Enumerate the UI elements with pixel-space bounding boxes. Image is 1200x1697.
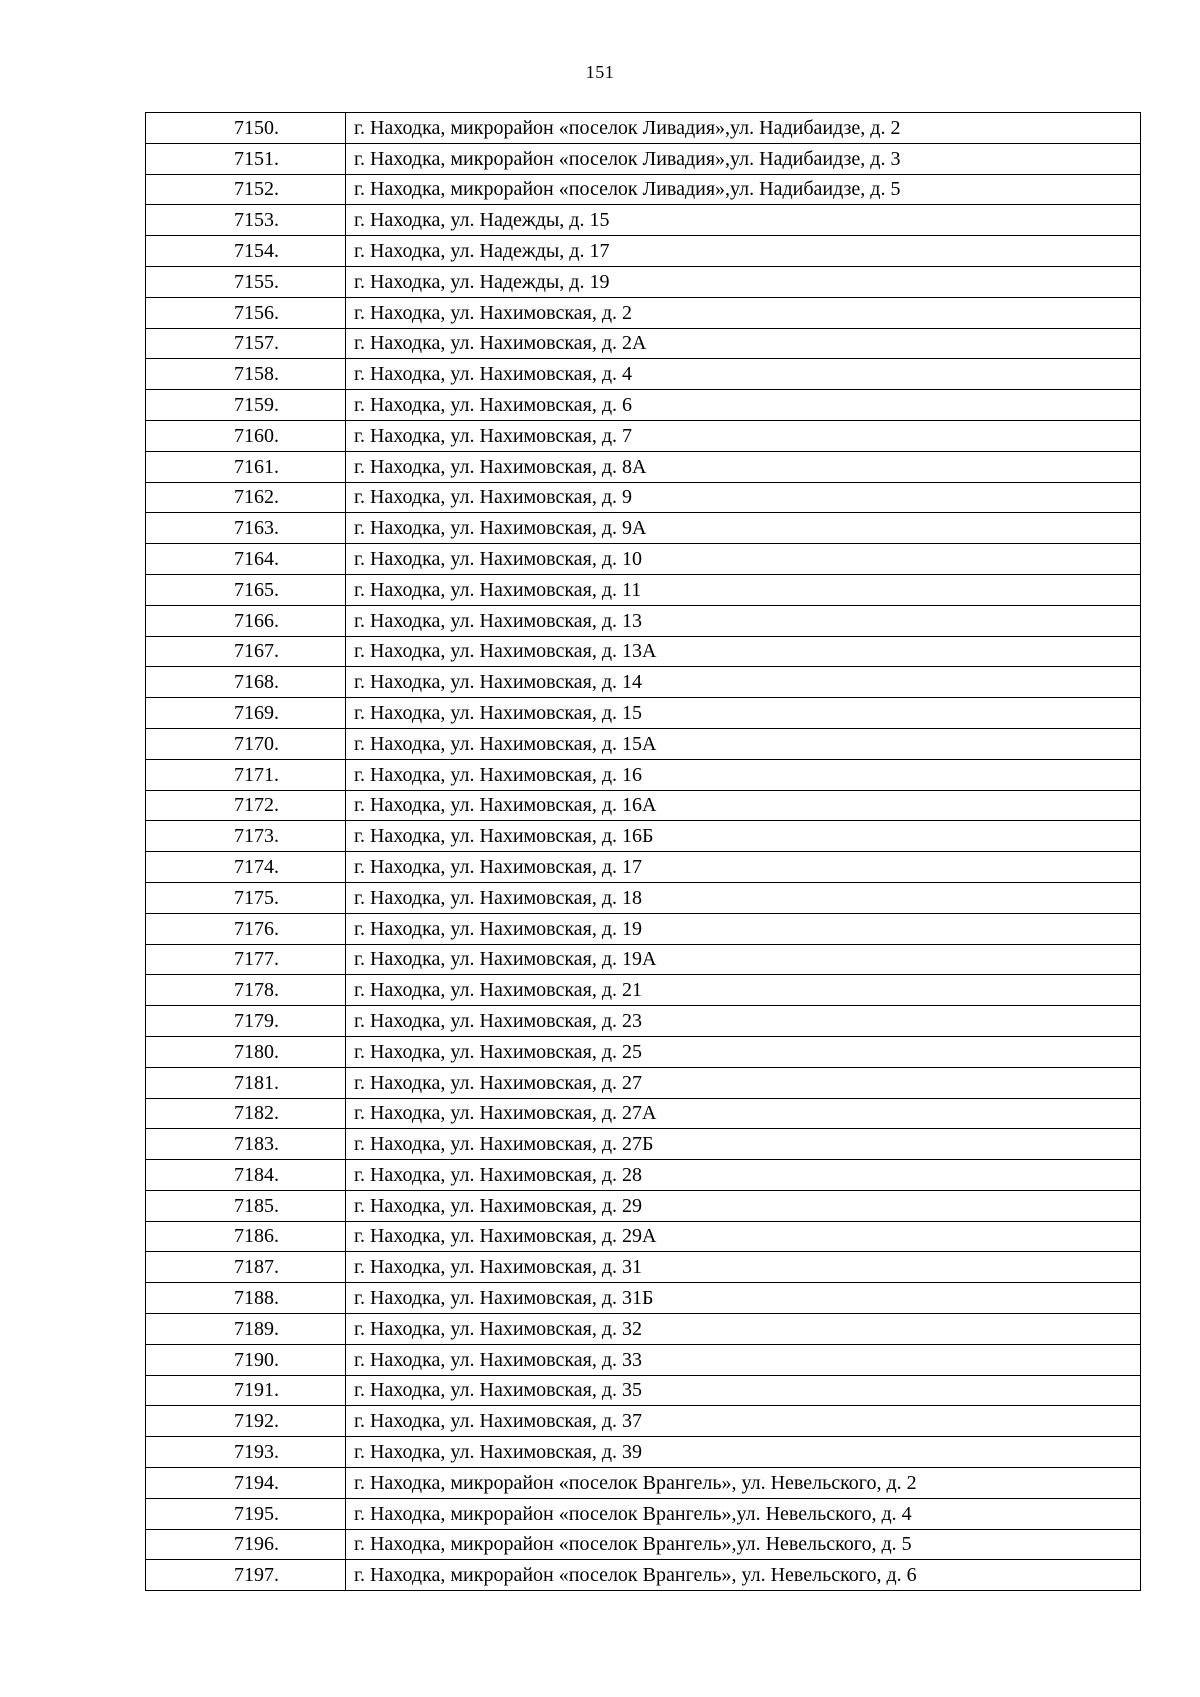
table-row bbox=[146, 297, 1141, 328]
table-row bbox=[146, 359, 1141, 390]
row-number-cell bbox=[146, 1006, 346, 1037]
address-cell: г. Находка, ул. Нахимовская, д. 2А bbox=[346, 328, 1141, 359]
row-number-cell bbox=[146, 1406, 346, 1437]
row-number-cell bbox=[146, 513, 346, 544]
table-row bbox=[146, 821, 1141, 852]
address-cell: г. Находка, ул. Надежды, д. 15 bbox=[346, 205, 1141, 236]
address-cell: г. Находка, ул. Нахимовская, д. 27 bbox=[346, 1067, 1141, 1098]
table-row bbox=[146, 1160, 1141, 1191]
table-row bbox=[146, 1252, 1141, 1283]
address-cell: г. Находка, ул. Нахимовская, д. 29А bbox=[346, 1221, 1141, 1252]
row-number-cell bbox=[146, 790, 346, 821]
address-cell: г. Находка, ул. Нахимовская, д. 33 bbox=[346, 1344, 1141, 1375]
table-row bbox=[146, 1098, 1141, 1129]
row-number: 7169. bbox=[234, 701, 279, 724]
row-number-cell bbox=[146, 975, 346, 1006]
page-number: 151 bbox=[585, 62, 615, 82]
address-cell: г. Находка, ул. Нахимовская, д. 16 bbox=[346, 759, 1141, 790]
row-number-cell bbox=[146, 1437, 346, 1468]
address-cell: г. Находка, ул. Нахимовская, д. 39 bbox=[346, 1437, 1141, 1468]
row-number: 7179. bbox=[234, 1009, 279, 1032]
row-number-cell bbox=[146, 759, 346, 790]
row-number: 7162. bbox=[234, 486, 279, 509]
table-row bbox=[146, 1498, 1141, 1529]
table-row bbox=[146, 605, 1141, 636]
row-number: 7152. bbox=[234, 178, 279, 201]
row-number: 7175. bbox=[234, 886, 279, 909]
table-row bbox=[146, 759, 1141, 790]
table-row bbox=[146, 1468, 1141, 1499]
row-number-cell bbox=[146, 1129, 346, 1160]
row-number: 7174. bbox=[234, 855, 279, 878]
row-number: 7188. bbox=[234, 1287, 279, 1310]
table-row bbox=[146, 544, 1141, 575]
row-number-cell bbox=[146, 1529, 346, 1560]
row-number: 7165. bbox=[234, 578, 279, 601]
row-number: 7186. bbox=[234, 1225, 279, 1248]
row-number: 7181. bbox=[234, 1071, 279, 1094]
row-number-cell bbox=[146, 852, 346, 883]
table-row bbox=[146, 574, 1141, 605]
table-row bbox=[146, 1375, 1141, 1406]
row-number: 7184. bbox=[234, 1163, 279, 1186]
address-cell: г. Находка, ул. Нахимовская, д. 16А bbox=[346, 790, 1141, 821]
row-number-cell bbox=[146, 482, 346, 513]
address-cell: г. Находка, ул. Нахимовская, д. 15 bbox=[346, 698, 1141, 729]
address-cell: г. Находка, ул. Нахимовская, д. 32 bbox=[346, 1314, 1141, 1345]
table-row bbox=[146, 482, 1141, 513]
address-cell: г. Находка, ул. Нахимовская, д. 21 bbox=[346, 975, 1141, 1006]
row-number: 7196. bbox=[234, 1533, 279, 1556]
address-cell: г. Находка, ул. Нахимовская, д. 31 bbox=[346, 1252, 1141, 1283]
row-number-cell bbox=[146, 390, 346, 421]
table-row bbox=[146, 328, 1141, 359]
table-row bbox=[146, 1283, 1141, 1314]
row-number: 7172. bbox=[234, 794, 279, 817]
table-row bbox=[146, 1437, 1141, 1468]
row-number-cell bbox=[146, 113, 346, 144]
table-row bbox=[146, 420, 1141, 451]
row-number: 7158. bbox=[234, 363, 279, 386]
table-row bbox=[146, 1314, 1141, 1345]
row-number-cell bbox=[146, 1560, 346, 1591]
row-number-cell bbox=[146, 143, 346, 174]
address-cell: г. Находка, ул. Нахимовская, д. 8А bbox=[346, 451, 1141, 482]
table-row bbox=[146, 113, 1141, 144]
row-number: 7192. bbox=[234, 1410, 279, 1433]
row-number-cell bbox=[146, 236, 346, 267]
table-row bbox=[146, 728, 1141, 759]
row-number: 7191. bbox=[234, 1379, 279, 1402]
row-number: 7150. bbox=[234, 116, 279, 139]
address-cell: г. Находка, микрорайон «поселок Врангель»,ул. Невельского, д. 4 bbox=[346, 1498, 1141, 1529]
address-cell: г. Находка, ул. Нахимовская, д. 31Б bbox=[346, 1283, 1141, 1314]
row-number-cell bbox=[146, 1160, 346, 1191]
address-cell: г. Находка, микрорайон «поселок Врангель»,ул. Невельского, д. 5 bbox=[346, 1529, 1141, 1560]
row-number: 7164. bbox=[234, 547, 279, 570]
row-number: 7193. bbox=[234, 1441, 279, 1464]
row-number: 7171. bbox=[234, 763, 279, 786]
table-row bbox=[146, 205, 1141, 236]
row-number: 7168. bbox=[234, 671, 279, 694]
row-number: 7189. bbox=[234, 1317, 279, 1340]
address-cell: г. Находка, микрорайон «поселок Врангель», ул. Невельского, д. 6 bbox=[346, 1560, 1141, 1591]
row-number: 7190. bbox=[234, 1348, 279, 1371]
address-cell: г. Находка, ул. Нахимовская, д. 13А bbox=[346, 636, 1141, 667]
table-row bbox=[146, 636, 1141, 667]
address-cell: г. Находка, ул. Нахимовская, д. 7 bbox=[346, 420, 1141, 451]
row-number: 7178. bbox=[234, 979, 279, 1002]
row-number: 7153. bbox=[234, 209, 279, 232]
row-number: 7167. bbox=[234, 640, 279, 663]
row-number: 7160. bbox=[234, 424, 279, 447]
address-cell: г. Находка, ул. Нахимовская, д. 9А bbox=[346, 513, 1141, 544]
address-cell: г. Находка, ул. Нахимовская, д. 4 bbox=[346, 359, 1141, 390]
row-number: 7187. bbox=[234, 1256, 279, 1279]
address-cell: г. Находка, ул. Нахимовская, д. 17 bbox=[346, 852, 1141, 883]
row-number-cell bbox=[146, 636, 346, 667]
row-number-cell bbox=[146, 205, 346, 236]
address-cell: г. Находка, ул. Нахимовская, д. 10 bbox=[346, 544, 1141, 575]
row-number: 7163. bbox=[234, 517, 279, 540]
row-number: 7185. bbox=[234, 1194, 279, 1217]
table-row bbox=[146, 1560, 1141, 1591]
row-number: 7173. bbox=[234, 825, 279, 848]
row-number-cell bbox=[146, 1468, 346, 1499]
row-number-cell bbox=[146, 328, 346, 359]
row-number: 7157. bbox=[234, 332, 279, 355]
address-cell: г. Находка, ул. Нахимовская, д. 14 bbox=[346, 667, 1141, 698]
row-number: 7177. bbox=[234, 948, 279, 971]
address-cell: г. Находка, микрорайон «поселок Ливадия»,ул. Надибаидзе, д. 5 bbox=[346, 174, 1141, 205]
row-number-cell bbox=[146, 667, 346, 698]
row-number-cell bbox=[146, 944, 346, 975]
table-row bbox=[146, 1344, 1141, 1375]
row-number-cell bbox=[146, 1375, 346, 1406]
table-row bbox=[146, 882, 1141, 913]
row-number-cell bbox=[146, 574, 346, 605]
table-row bbox=[146, 513, 1141, 544]
table-row bbox=[146, 944, 1141, 975]
row-number-cell bbox=[146, 913, 346, 944]
row-number-cell bbox=[146, 1098, 346, 1129]
table-row bbox=[146, 266, 1141, 297]
row-number: 7180. bbox=[234, 1040, 279, 1063]
address-cell: г. Находка, ул. Нахимовская, д. 16Б bbox=[346, 821, 1141, 852]
address-cell: г. Находка, микрорайон «поселок Ливадия»,ул. Надибаидзе, д. 2 bbox=[346, 113, 1141, 144]
table-row bbox=[146, 790, 1141, 821]
row-number: 7194. bbox=[234, 1471, 279, 1494]
row-number-cell bbox=[146, 1344, 346, 1375]
row-number: 7166. bbox=[234, 609, 279, 632]
address-cell: г. Находка, ул. Надежды, д. 17 bbox=[346, 236, 1141, 267]
row-number: 7195. bbox=[234, 1502, 279, 1525]
address-cell: г. Находка, ул. Нахимовская, д. 19А bbox=[346, 944, 1141, 975]
row-number-cell bbox=[146, 605, 346, 636]
table-row bbox=[146, 913, 1141, 944]
table-row bbox=[146, 1406, 1141, 1437]
row-number-cell bbox=[146, 698, 346, 729]
row-number-cell bbox=[146, 1221, 346, 1252]
table-row bbox=[146, 698, 1141, 729]
address-cell: г. Находка, ул. Надежды, д. 19 bbox=[346, 266, 1141, 297]
row-number-cell bbox=[146, 420, 346, 451]
row-number-cell bbox=[146, 451, 346, 482]
table-row bbox=[146, 174, 1141, 205]
address-cell: г. Находка, ул. Нахимовская, д. 28 bbox=[346, 1160, 1141, 1191]
table-row bbox=[146, 143, 1141, 174]
table-row bbox=[146, 236, 1141, 267]
row-number: 7170. bbox=[234, 732, 279, 755]
table-row bbox=[146, 390, 1141, 421]
row-number: 7156. bbox=[234, 301, 279, 324]
address-table bbox=[145, 112, 1141, 1591]
address-cell: г. Находка, ул. Нахимовская, д. 9 bbox=[346, 482, 1141, 513]
address-cell: г. Находка, микрорайон «поселок Ливадия»,ул. Надибаидзе, д. 3 bbox=[346, 143, 1141, 174]
row-number-cell bbox=[146, 1283, 346, 1314]
row-number-cell bbox=[146, 266, 346, 297]
row-number-cell bbox=[146, 359, 346, 390]
address-cell: г. Находка, ул. Нахимовская, д. 18 bbox=[346, 882, 1141, 913]
row-number: 7154. bbox=[234, 239, 279, 262]
row-number-cell bbox=[146, 1252, 346, 1283]
table-row bbox=[146, 1006, 1141, 1037]
address-cell: г. Находка, ул. Нахимовская, д. 13 bbox=[346, 605, 1141, 636]
table-row bbox=[146, 451, 1141, 482]
table-row bbox=[146, 852, 1141, 883]
table-row bbox=[146, 667, 1141, 698]
row-number: 7161. bbox=[234, 455, 279, 478]
address-cell: г. Находка, ул. Нахимовская, д. 27А bbox=[346, 1098, 1141, 1129]
row-number: 7176. bbox=[234, 917, 279, 940]
address-cell: г. Находка, ул. Нахимовская, д. 27Б bbox=[346, 1129, 1141, 1160]
address-cell: г. Находка, ул. Нахимовская, д. 19 bbox=[346, 913, 1141, 944]
address-cell: г. Находка, ул. Нахимовская, д. 29 bbox=[346, 1190, 1141, 1221]
row-number: 7183. bbox=[234, 1133, 279, 1156]
address-cell: г. Находка, ул. Нахимовская, д. 15А bbox=[346, 728, 1141, 759]
address-cell: г. Находка, микрорайон «поселок Врангель», ул. Невельского, д. 2 bbox=[346, 1468, 1141, 1499]
address-cell: г. Находка, ул. Нахимовская, д. 11 bbox=[346, 574, 1141, 605]
address-cell: г. Находка, ул. Нахимовская, д. 35 bbox=[346, 1375, 1141, 1406]
row-number-cell bbox=[146, 1067, 346, 1098]
table-row bbox=[146, 1036, 1141, 1067]
address-table-body bbox=[146, 113, 1141, 1591]
row-number-cell bbox=[146, 174, 346, 205]
row-number: 7155. bbox=[234, 270, 279, 293]
row-number: 7151. bbox=[234, 147, 279, 170]
address-cell: г. Находка, ул. Нахимовская, д. 2 bbox=[346, 297, 1141, 328]
table-row bbox=[146, 1129, 1141, 1160]
table-row bbox=[146, 1190, 1141, 1221]
row-number: 7197. bbox=[234, 1564, 279, 1587]
address-cell: г. Находка, ул. Нахимовская, д. 25 bbox=[346, 1036, 1141, 1067]
row-number-cell bbox=[146, 882, 346, 913]
table-row bbox=[146, 1221, 1141, 1252]
table-row bbox=[146, 1529, 1141, 1560]
address-cell: г. Находка, ул. Нахимовская, д. 23 bbox=[346, 1006, 1141, 1037]
row-number-cell bbox=[146, 728, 346, 759]
row-number-cell bbox=[146, 1036, 346, 1067]
table-row bbox=[146, 975, 1141, 1006]
table-row bbox=[146, 1067, 1141, 1098]
row-number-cell bbox=[146, 821, 346, 852]
row-number-cell bbox=[146, 1314, 346, 1345]
row-number-cell bbox=[146, 297, 346, 328]
row-number-cell bbox=[146, 1190, 346, 1221]
address-cell: г. Находка, ул. Нахимовская, д. 37 bbox=[346, 1406, 1141, 1437]
row-number-cell bbox=[146, 1498, 346, 1529]
address-cell: г. Находка, ул. Нахимовская, д. 6 bbox=[346, 390, 1141, 421]
row-number: 7159. bbox=[234, 393, 279, 416]
row-number-cell bbox=[146, 544, 346, 575]
row-number: 7182. bbox=[234, 1102, 279, 1125]
